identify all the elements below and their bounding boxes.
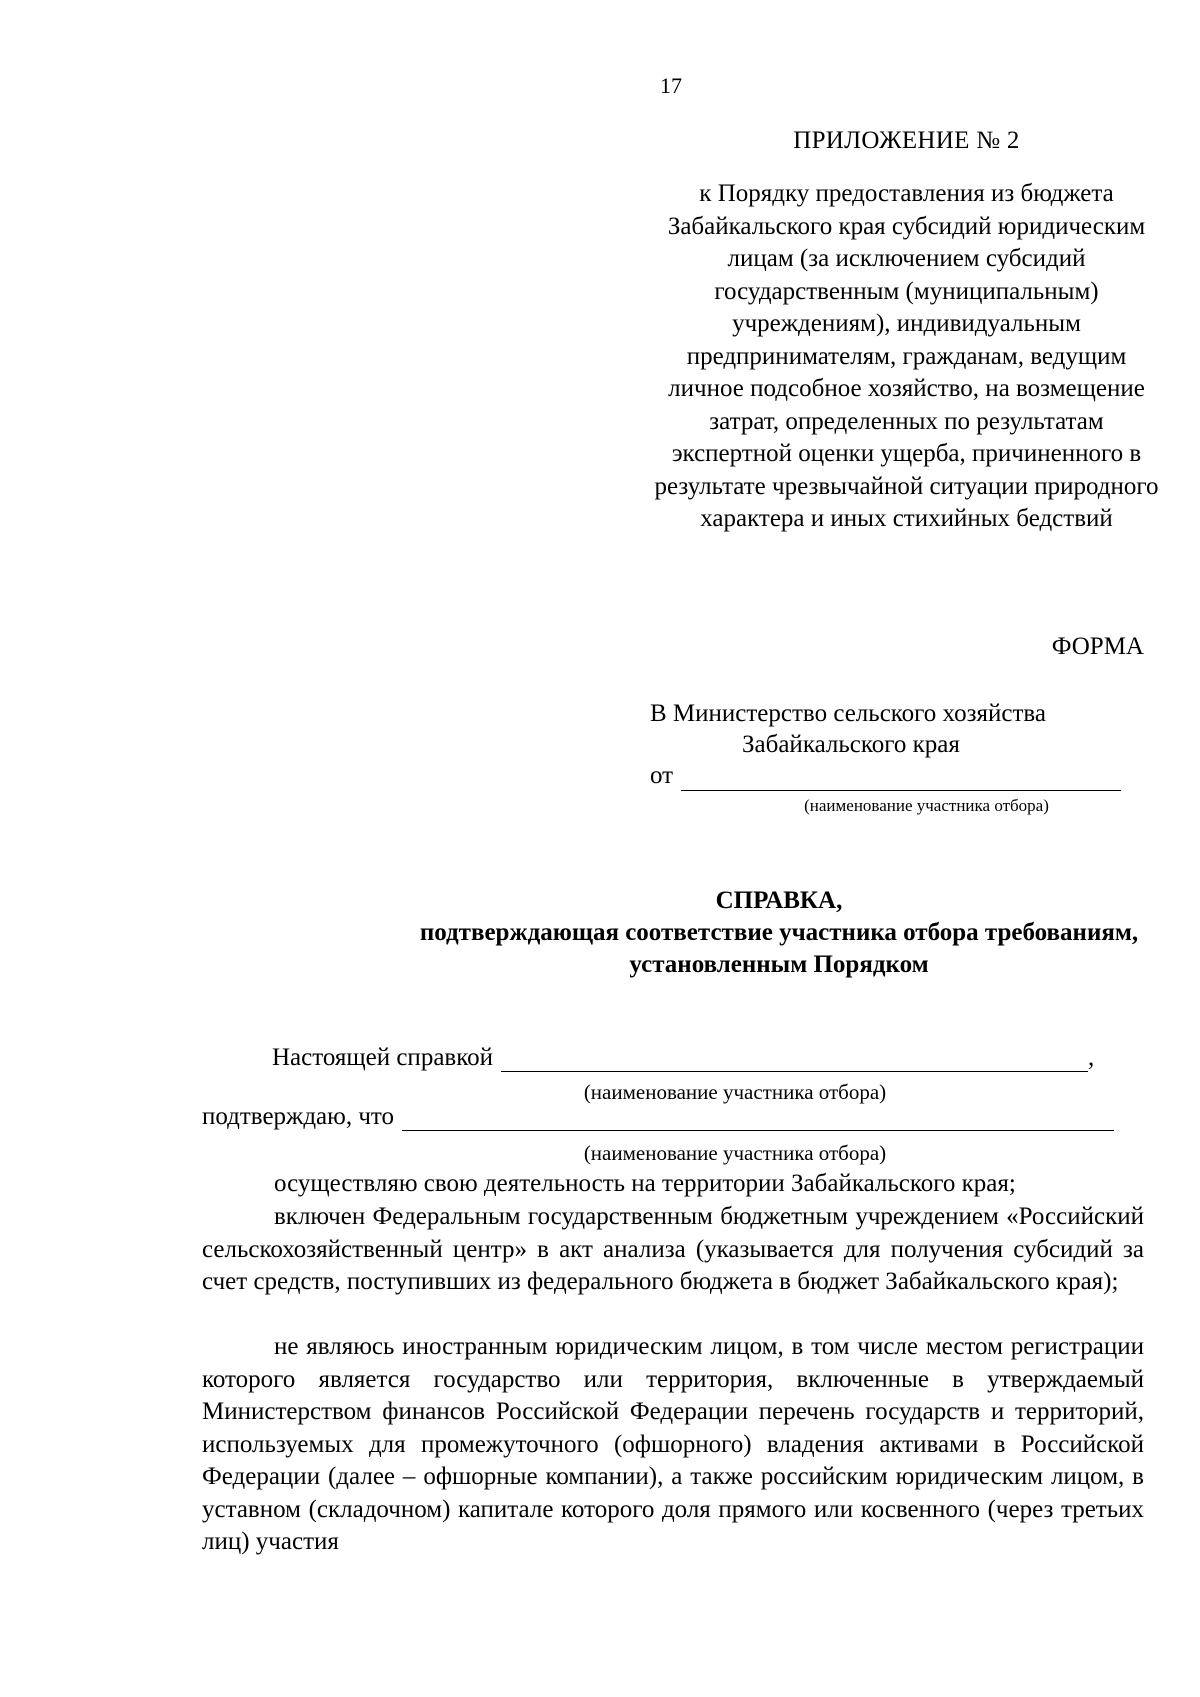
- field-2-caption: (наименование участника отбора): [583, 1141, 887, 1165]
- appendix-text: к Порядку предоставления из бюджета Забайкальского края субсидий юридическим лицам (за исключением субсидий государственным (муниципальным) учреждениям), индивидуальным предпринимателям, гражданам, ведущим личное подсобное хозяйство, на возмещение затрат, определенных по результатам экспертной оценки ущерба, причиненного в результате чрезвычайной ситуации природного характера и иных стихийных бедствий: [654, 180, 1159, 532]
- title-line-2: подтверждающая соответствие участника отбора требованиям,: [419, 919, 1139, 946]
- form-label: ФОРМА: [1051, 633, 1144, 660]
- field-1-label: Настоящей справкой: [272, 1044, 493, 1071]
- applicant-name-blank[interactable]: [681, 768, 1121, 791]
- paragraph-2: включен Федеральным государственным бюджетным учреждением «Российский сельскохозяйственный центр» в акт анализа (указывается для получения субсидий за счет средств, поступивших из федерального бюджета в бюджет Забайкальского края);: [202, 1203, 1144, 1295]
- field-1-caption: (наименование участника отбора): [583, 1080, 887, 1104]
- document-title: [204, 885, 1200, 981]
- field-1-suffix: ,: [1087, 1044, 1095, 1071]
- page-number: 17: [660, 73, 682, 98]
- from-label: от: [650, 762, 674, 789]
- addressee-block: [650, 698, 1163, 791]
- addressee-from-line: [650, 760, 1163, 791]
- field-2-label: подтверждаю, что: [202, 1103, 394, 1130]
- appendix-title: ПРИЛОЖЕНИЕ № 2: [793, 127, 1020, 154]
- field-2-blank[interactable]: [402, 1108, 1114, 1131]
- addressee-caption: (наименование участника отбора): [804, 796, 1049, 815]
- addressee-line-1: В Министерство сельского хозяйства: [650, 700, 1046, 727]
- title-line-3: установленным Порядком: [629, 951, 929, 978]
- title-line-1: СПРАВКА,: [715, 887, 843, 914]
- field-2: [202, 1103, 1114, 1131]
- field-1: [272, 1044, 1094, 1072]
- paragraph-1: осуществляю свою деятельность на территории Забайкальского края;: [274, 1170, 1016, 1197]
- addressee-line-2: Забайкальского края: [742, 731, 960, 758]
- field-1-blank[interactable]: [501, 1049, 1088, 1072]
- paragraph-3: не являюсь иностранным юридическим лицом, в том числе местом регистрации которого является государство или территория, включенные в утверждаемый Министерством финансов Российской Федерации перечень государств и территорий, используемых для промежуточного (офшорного) владения активами в Российской Федерации (далее – офшорные компании), а также российским юридическим лицом, в уставном (складочном) капитале которого доля прямого или косвенного (через третьих лиц) участия: [202, 1333, 1144, 1555]
